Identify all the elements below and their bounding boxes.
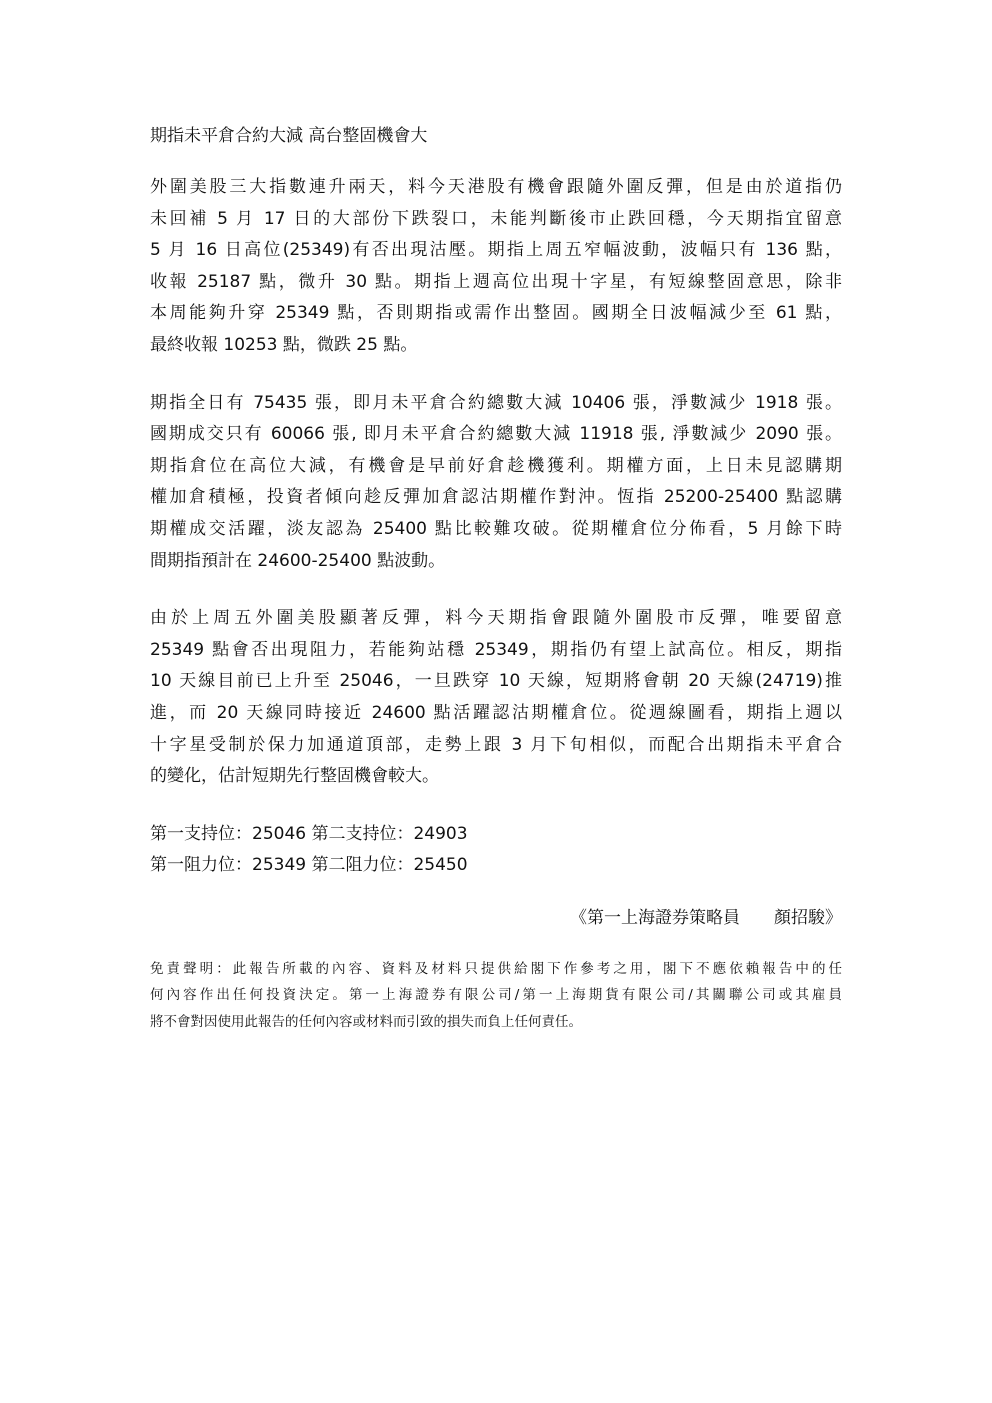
paragraph-line: 最終收報 10253 點，微跌 25 點。 [150, 334, 418, 355]
document-title: 期指未平倉合約大減 高台整固機會大 [150, 126, 428, 146]
document-page [150, 120, 842, 1035]
paragraph-line: 的變化，估計短期先行整固機會較大。 [150, 766, 439, 787]
paragraph-line: 權加倉積極，投資者傾向趁反彈加倉認沽期權作對沖。恆指 25200-25400 點認購 [150, 487, 842, 508]
disclaimer [150, 956, 842, 1036]
support-resistance-levels [150, 819, 842, 882]
paragraph-line: 5 月 16 日高位(25349)有否出現沽壓。期指上周五窄幅波動，波幅只有 136 點， [150, 240, 842, 261]
disclaimer-line: 將不會對因使用此報告的任何內容或材料而引致的損失而負上任何責任。 [150, 1013, 582, 1030]
disclaimer-line: 免責聲明：此報告所載的內容、資料及材料只提供給閣下作參考之用，閣下不應依賴報告中的任 [150, 960, 842, 977]
paragraph-open-interest [150, 388, 842, 578]
paragraph-line: 收報 25187 點，微升 30 點。期指上週高位出現十字星，有短線整固意思，除非 [150, 271, 842, 292]
author-signature: 《第一上海證券策略員 顏招駿》 [570, 907, 842, 928]
support-levels: 第一支持位：25046 第二支持位：24903 [150, 823, 468, 844]
paragraph-line: 25349 點會否出現阻力，若能夠站穩 25349，期指仍有望上試高位。相反，期指 [150, 639, 842, 660]
paragraph-line: 期指全日有 75435 張，即月未平倉合約總數大減 10406 張，淨數減少 1918 張。 [150, 392, 842, 413]
paragraph-line: 進，而 20 天線同時接近 24600 點活躍認沽期權倉位。從週線圖看，期指上週以 [150, 702, 842, 723]
resistance-levels: 第一阻力位：25349 第二阻力位：25450 [150, 855, 468, 876]
paragraph-line: 由於上周五外圍美股顯著反彈，料今天期指會跟隨外圍股市反彈，唯要留意 [150, 608, 842, 629]
paragraph-line: 國期成交只有 60066 張, 即月未平倉合約總數大減 11918 張, 淨數減少 2090 張。 [150, 424, 842, 445]
disclaimer-line: 何內容作出任何投資決定。第一上海證券有限公司/第一上海期貨有限公司/其關聯公司或其雇員 [150, 987, 842, 1004]
paragraph-line: 外圍美股三大指數連升兩天，料今天港股有機會跟隨外圍反彈，但是由於道指仍 [150, 177, 842, 197]
paragraph-line: 未回補 5 月 17 日的大部份下跌裂口，未能判斷後市止跌回穩，今天期指宜留意 [150, 208, 842, 229]
paragraph-line: 十字星受制於保力加通道頂部，走勢上跟 3 月下旬相似，而配合出期指未平倉合 [150, 734, 842, 755]
paragraph-line: 期指倉位在高位大減，有機會是早前好倉趁機獲利。期權方面，上日未見認購期 [150, 455, 842, 476]
paragraph-technical-view [150, 603, 842, 793]
paragraph-line: 期權成交活躍，淡友認為 25400 點比較難攻破。從期權倉位分佈看，5 月餘下時 [150, 518, 842, 539]
paragraph-line: 間期指預計在 24600-25400 點波動。 [150, 550, 446, 571]
paragraph-line: 本周能夠升穿 25349 點，否則期指或需作出整固。國期全日波幅減少至 61 點， [150, 303, 842, 324]
paragraph-line: 10 天線目前已上升至 25046，一旦跌穿 10 天線，短期將會朝 20 天線(24719)推 [150, 671, 842, 692]
paragraph-market-outlook [150, 172, 842, 362]
